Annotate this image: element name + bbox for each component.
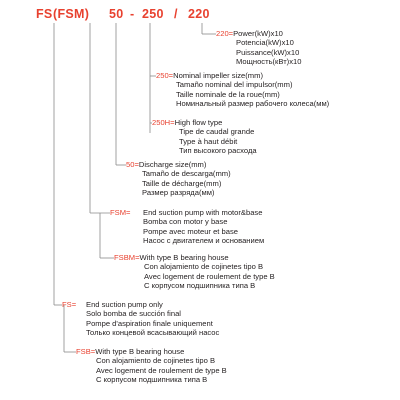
model-code-power: 220 bbox=[188, 7, 210, 21]
entry-fs-key: FS= bbox=[62, 300, 77, 309]
entry-discharge-es: Tamaño de descarga(mm) bbox=[142, 169, 231, 179]
entry-fs-es: Solo bomba de succión final bbox=[86, 309, 181, 319]
model-code-dash: - bbox=[130, 7, 135, 21]
entry-impeller-en: Nominal impeller size(mm) bbox=[173, 71, 263, 80]
entry-power bbox=[216, 29, 301, 66]
entry-impeller-key: 250= bbox=[156, 71, 174, 80]
entry-power-fr: Puissance(kW)x10 bbox=[236, 47, 300, 57]
entry-fsb bbox=[76, 347, 227, 384]
entry-power-ru: Мощность(кВт)x10 bbox=[236, 57, 302, 67]
entry-fsm-key: FSM= bbox=[110, 208, 131, 217]
entry-impeller bbox=[156, 71, 329, 108]
entry-high-flow-key: 250H= bbox=[152, 118, 175, 127]
entry-high-flow-fr: Type à haut débit bbox=[179, 136, 238, 146]
entry-fs-en: End suction pump only bbox=[86, 300, 163, 309]
entry-fs-fr: Pompe d'aspiration finale uniquement bbox=[86, 318, 213, 328]
model-code-fs: FS bbox=[36, 7, 53, 21]
entry-fsb-en: With type B bearing house bbox=[95, 347, 185, 356]
model-code-fsm: (FSM) bbox=[53, 7, 90, 21]
entry-fsm bbox=[110, 208, 264, 245]
entry-fsbm-key: FSBM= bbox=[114, 253, 140, 262]
entry-fsm-en: End suction pump with motor&base bbox=[143, 208, 263, 217]
model-code-slash: / bbox=[174, 7, 178, 21]
entry-discharge-key: 50= bbox=[126, 160, 139, 169]
entry-fs-ru: Только концевой всасывающий насос bbox=[86, 328, 220, 338]
entry-power-es: Potencia(kW)x10 bbox=[236, 38, 294, 48]
entry-fsbm-es: Con alojamiento de cojinetes tipo B bbox=[144, 262, 264, 272]
entry-fsbm-en: With type B bearing house bbox=[139, 253, 229, 262]
entry-discharge-ru: Размер разряда(мм) bbox=[142, 188, 215, 198]
entry-high-flow-ru: Тип высокого расхода bbox=[179, 146, 257, 156]
entry-impeller-es: Tamaño nominal del impulsor(mm) bbox=[176, 80, 293, 90]
entry-fsm-fr: Pompe avec moteur et base bbox=[143, 226, 238, 236]
entry-power-en: Power(kW)x10 bbox=[233, 29, 283, 38]
model-code-impeller: 250 bbox=[142, 7, 164, 21]
entry-fsm-ru: Насос с двигателем и основанием bbox=[143, 236, 265, 246]
entry-fsb-key: FSB= bbox=[76, 347, 96, 356]
entry-high-flow-es: Tipe de caudal grande bbox=[179, 127, 255, 137]
entry-impeller-ru: Номинальный размер рабочего колеса(мм) bbox=[176, 99, 330, 109]
entry-fsm-es: Bomba con motor y base bbox=[143, 217, 228, 227]
entry-fsb-fr: Avec logement de roulement de type B bbox=[96, 365, 227, 375]
entry-discharge-en: Discharge size(mm) bbox=[138, 160, 207, 169]
entry-fsbm-ru: С корпусом подшипника типа B bbox=[144, 281, 256, 291]
model-code-discharge: 50 bbox=[109, 7, 124, 21]
entry-impeller-fr: Taille nominale de la roue(mm) bbox=[176, 89, 280, 99]
entry-fsb-es: Con alojamiento de cojinetes tipo B bbox=[96, 356, 216, 366]
entry-high-flow-en: High flow type bbox=[174, 118, 223, 127]
entry-discharge bbox=[126, 160, 231, 197]
entry-fsbm bbox=[114, 253, 275, 290]
entry-discharge-fr: Taille de décharge(mm) bbox=[142, 178, 222, 188]
entry-fsb-ru: С корпусом подшипника типа B bbox=[96, 375, 208, 385]
entry-high-flow bbox=[152, 118, 257, 155]
entry-fsbm-fr: Avec logement de roulement de type B bbox=[144, 271, 275, 281]
entry-fs bbox=[62, 300, 219, 337]
entry-power-key: 220= bbox=[216, 29, 234, 38]
